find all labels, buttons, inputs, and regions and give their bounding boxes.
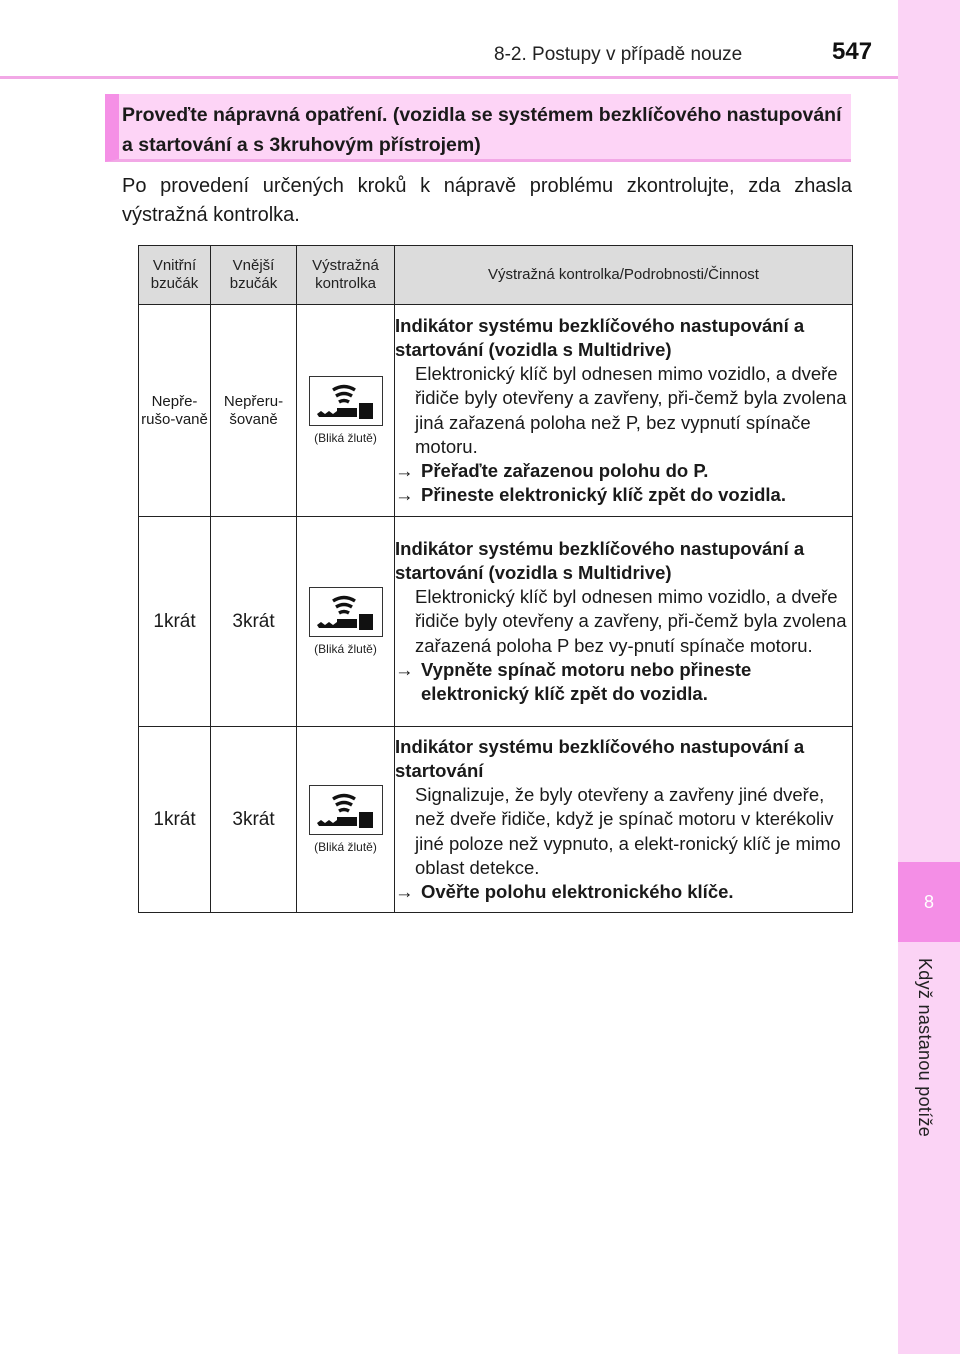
header-internal-buzzer: Vnitřní bzučák — [139, 246, 211, 305]
icon-caption: (Bliká žlutě) — [314, 642, 377, 656]
chapter-side-tab — [898, 0, 960, 1354]
detail-action: → Ověřte polohu elektronického klíče. — [395, 880, 852, 904]
page-header — [0, 0, 898, 80]
arrow-icon: → — [395, 881, 414, 902]
detail-title: Indikátor systému bezklíčového nastupování a startování (vozidla s Multidrive) — [395, 537, 805, 583]
warning-light-cell — [297, 305, 395, 517]
header-divider — [0, 76, 898, 79]
header-detail: Výstražná kontrolka/Podrobnosti/Činnost — [395, 246, 853, 305]
arrow-icon: → — [395, 658, 414, 680]
header-warning-light: Výstražná kontrolka — [297, 246, 395, 305]
page-title: Proveďte nápravná opatření. (vozidla se systémem bezklíčového nastupování a startování a s 3kruhovým přístrojem) — [122, 104, 842, 156]
page-number: 547 — [832, 38, 873, 65]
internal-buzzer-cell: Nepře-rušo-vaně — [139, 305, 211, 517]
internal-buzzer-cell: 1krát — [139, 517, 211, 727]
arrow-icon: → — [395, 459, 414, 481]
external-buzzer-cell: 3krát — [211, 727, 297, 913]
detail-title: Indikátor systému bezklíčového nastupování a startování (vozidla s Multidrive) — [395, 314, 805, 360]
table-row — [139, 727, 853, 913]
chapter-number: 8 — [923, 891, 934, 912]
internal-buzzer-cell: 1krát — [139, 727, 211, 913]
section-title: 8-2. Postupy v případě nouze — [494, 44, 743, 65]
warning-light-cell — [297, 517, 395, 727]
warning-light-cell — [297, 727, 395, 913]
detail-cell — [395, 727, 853, 913]
external-buzzer-cell: Nepřeru-šovaně — [211, 305, 297, 517]
key-warning-icon — [309, 376, 383, 426]
table-row — [139, 305, 853, 517]
detail-body: Elektronický klíč byl odnesen mimo vozidlo, a dveře řidiče byly otevřeny a zavřeny, při-čemž byla zvolena jiná zařazená poloha než P, bez vypnutí spínače motoru. — [415, 363, 847, 457]
table-row — [139, 517, 853, 727]
icon-caption: (Bliká žlutě) — [314, 431, 377, 445]
warning-table — [138, 245, 853, 913]
key-warning-icon — [309, 785, 383, 835]
intro-paragraph: Po provedení určených kroků k nápravě problému zkontrolujte, zda zhasla výstražná kontrolka. — [122, 175, 852, 226]
table-header-row — [139, 246, 853, 305]
icon-caption: (Bliká žlutě) — [314, 840, 377, 854]
detail-action: → Přeřaďte zařazenou polohu do P. — [395, 459, 852, 483]
header-external-buzzer: Vnější bzučák — [211, 246, 297, 305]
external-buzzer-cell: 3krát — [211, 517, 297, 727]
detail-body: Elektronický klíč byl odnesen mimo vozidlo, a dveře řidiče byly otevřeny a zavřeny, při-čemž byla zvolena zařazená poloha P bez vy-pnutí spínače motoru. — [415, 586, 847, 656]
detail-cell — [395, 305, 853, 517]
detail-action: → Vypněte spínač motoru nebo přineste elektronický klíč zpět do vozidla. — [395, 658, 752, 704]
chapter-label: Když nastanou potíže — [915, 958, 935, 1138]
detail-title: Indikátor systému bezklíčového nastupování a startování — [395, 735, 805, 781]
key-warning-icon — [309, 587, 383, 637]
arrow-icon: → — [395, 484, 414, 506]
detail-action: → Přineste elektronický klíč zpět do vozidla. — [395, 483, 852, 507]
detail-cell — [395, 517, 853, 727]
detail-body: Signalizuje, že byly otevřeny a zavřeny jiné dveře, než dveře řidiče, když je spínač motoru v kterékoliv jiné poloze než vypnuto, a elekt-ronický klíč je mimo oblast detekce. — [415, 784, 841, 878]
